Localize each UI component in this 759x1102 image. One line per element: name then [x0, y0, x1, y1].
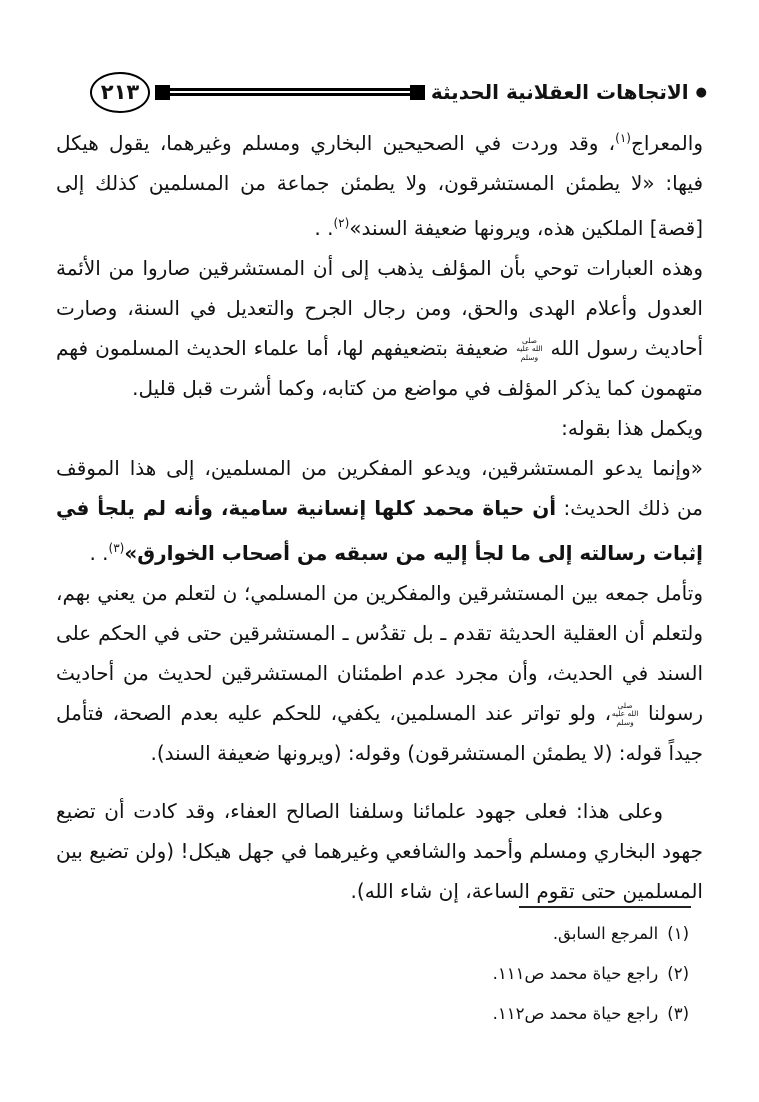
square-ornament-left: [155, 85, 170, 100]
text-run: وعلى هذا: فعلى جهود علمائنا وسلفنا الصالح العفاء، وقد كادت أن تضيع جهود البخاري ومسلم وأحمد والشافعي وغيرهما في جهل هيكل! (ولن تضيع بين المسلمين حتى تقوم الساعة، إن شاء الله).: [56, 799, 703, 903]
double-rule: [170, 88, 410, 96]
honorific-saw: صلى الله عليه وسلم: [611, 700, 639, 727]
footnote-item: [56, 994, 689, 1034]
footnote-text: راجع حياة محمد ص١١١.: [492, 964, 659, 983]
footnote-ref: (٢): [333, 216, 350, 230]
footnote-text: راجع حياة محمد ص١١٢.: [492, 1004, 659, 1023]
text-run: والمعراج: [630, 131, 703, 155]
text-run: وتأمل جمعه بين المستشرقين والمفكرين من المسلمي؛ ن لتعلم من يعني بهم، ولتعلم أن العقلية الحديثة تقدم ـ بل تقدُس ـ المستشرقين حتى في الحكم على السند في الحديث، وأن مجرد عدم اطمئنان المستشرقين لحديث من أحاديث رسولنا: [56, 581, 704, 725]
footnote-number: (٢): [667, 964, 689, 983]
text-run: ويكمل هذا بقوله:: [561, 416, 703, 440]
paragraph: [56, 573, 703, 773]
bullet-icon: ●: [695, 84, 707, 100]
footnote-item: [56, 954, 689, 994]
footnote-list: [56, 914, 703, 1034]
text-run: وهذه العبارات توحي بأن المؤلف يذهب إلى أن المستشرقين صاروا من الأئمة العدول وأعلام الهدى والحق، ومن رجال الجرح والتعديل في السنة، وصارت أحاديث رسول الله: [56, 256, 703, 360]
chapter-title: الاتجاهات العقلانية الحديثة: [430, 80, 689, 104]
text-run: «وإنما يدعو المستشرقين، ويدعو المفكرين من المسلمين، إلى هذا الموقف من ذلك الحديث:: [56, 456, 703, 520]
paragraph: [56, 408, 703, 448]
footnote-separator: [519, 906, 691, 908]
text-run: ضعيفة بتضعيفهم لها، أما علماء الحديث المسلمون فهم متهمون كما يذكر المؤلف في مواضع من كتابه، وكما أشرت قبل قليل.: [56, 336, 703, 400]
paragraph: [56, 448, 703, 573]
body-text: [56, 118, 703, 911]
footnote-number: (٣): [667, 1004, 689, 1023]
text-run: . .: [314, 216, 334, 240]
paragraph: [56, 118, 703, 248]
paragraph: [56, 248, 703, 408]
text-run: ، ولو تواتر عند المسلمين، يكفي، للحكم عليه بعدم الصحة، فتأمل جيداً قوله: (لا يطمئن المستشرقون) وقوله: (ويرونها ضعيفة السند).: [56, 701, 703, 765]
footnote-number: (١): [667, 924, 689, 943]
footnotes-section: [56, 906, 703, 1034]
footnote-text: المرجع السابق.: [552, 924, 659, 943]
square-ornament-right: [410, 85, 425, 100]
page-number-badge: [90, 72, 150, 113]
footnote-ref: (١): [615, 131, 631, 145]
footnote-item: [56, 914, 689, 954]
honorific-saw: صلى الله عليه وسلم: [516, 335, 543, 362]
page-header: [90, 70, 707, 114]
text-run: . .: [89, 541, 109, 565]
paragraph: [56, 791, 703, 911]
page-number: ٢١٣: [100, 80, 140, 104]
footnote-ref: (٣): [108, 541, 125, 555]
bold-text: أن حياة محمد كلها إنسانية سامية، وأنه لم يلجأ في إثبات رسالته إلى ما لجأ إليه من سبقه من أصحاب الخوارق»: [56, 496, 703, 565]
text-run: ، وقد وردت في الصحيحين البخاري ومسلم وغيرهما، يقول هيكل فيها: «لا يطمئن المستشرقون، ولا يطمئن جماعة من المسلمين كذلك إلى [قصة] الملكين هذه، ويرونها ضعيفة السند»: [56, 131, 703, 240]
